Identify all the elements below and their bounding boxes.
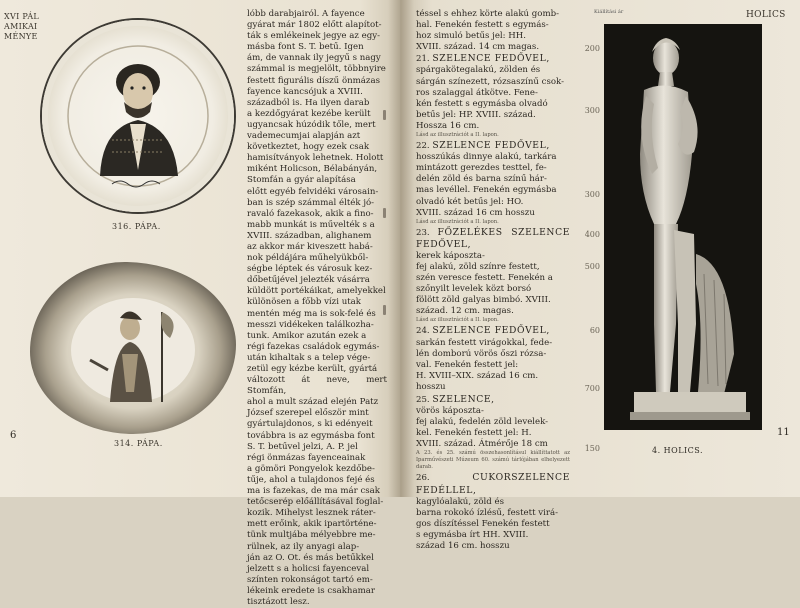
catalog-ruler bbox=[572, 44, 602, 464]
body-text-line: az akkor már kiveszett habá- bbox=[247, 241, 373, 252]
body-text-line: Stomfán a gyár alapítása bbox=[247, 175, 356, 186]
body-text-line: messzi vidékeken találkozha- bbox=[247, 319, 374, 330]
body-text-line: ma is fazekas, de ma már csak bbox=[247, 486, 381, 497]
body-text-line: változott át neve, mert Stomfán, bbox=[247, 375, 387, 397]
body-text-line: gyárat már 1802 előtt alapítot- bbox=[247, 20, 382, 31]
body-text-line: ravaló fazekasok, akik a fino- bbox=[247, 208, 374, 219]
ruler-tick: 300 bbox=[584, 106, 600, 115]
statue-illustration bbox=[604, 24, 762, 430]
body-text-line: festett figurális díszű önmázas bbox=[247, 75, 380, 86]
ruler-tick: 60 bbox=[589, 326, 600, 335]
ruler-tick: 300 bbox=[584, 190, 600, 199]
body-text-line: ban is szép számmal élték jó- bbox=[247, 197, 375, 208]
catalog-entry-heading bbox=[416, 227, 570, 251]
body-text-line: a kezdőgyárat kezébe került bbox=[247, 108, 371, 119]
ruler-tick: 400 bbox=[584, 230, 600, 239]
catalog-intro-line: XVIII. század. 14 cm magas. bbox=[416, 42, 540, 53]
body-text-line: régi önmázas fayenceainak bbox=[247, 452, 366, 463]
body-text-line: kozik. Mihelyst lesznek ráter- bbox=[247, 508, 376, 519]
catalog-entry-line: H. XVIII–XIX. század 16 cm. bbox=[416, 370, 539, 381]
catalog-entry-line: sárgán színezett, rózsaszínű csok- bbox=[416, 76, 565, 87]
catalog-entry-note: Lásd az illusztrációt a II. lapon. bbox=[416, 317, 499, 324]
body-text-line: jelzett s a holicsi fayenceval bbox=[247, 563, 370, 574]
catalog-entries bbox=[416, 9, 570, 553]
catalog-entry-title: FŐZELÉKES SZELENCE FEDŐVEL, bbox=[416, 226, 571, 250]
body-text-line: mabb munkát is művelték s a bbox=[247, 219, 375, 230]
body-text-line: ján az O. Ot. és más betűkkel bbox=[247, 552, 374, 563]
body-text-line: századból is. Ha ilyen darab bbox=[247, 97, 370, 108]
body-text-line: ták s emlékeinek jegye az egy- bbox=[247, 31, 380, 42]
catalog-entry-number: 22. bbox=[416, 141, 430, 152]
catalog-entry-heading bbox=[416, 394, 570, 406]
body-text-line: számmal is megjelölt, többnyire bbox=[247, 64, 386, 75]
catalog-entry bbox=[416, 472, 570, 552]
body-text-line: tunk. Amikor azután ezek a bbox=[247, 330, 367, 341]
body-text-line: tűje, ahol a tulajdonos fejé és bbox=[247, 474, 375, 485]
running-head-line: AMIKAI bbox=[4, 22, 38, 31]
body-text-line: nok példájára műhelyükből- bbox=[247, 253, 369, 264]
body-text-line: miként Holicson, Bélabányán, bbox=[247, 164, 378, 175]
body-text-line: József szerepel először mint bbox=[247, 408, 369, 419]
body-text-line: ahol a mult század elején Patz bbox=[247, 397, 379, 408]
body-text-line: ugyancsak húzódik tőle, mert bbox=[247, 119, 376, 130]
catalog-entry-number: 21. bbox=[416, 54, 430, 65]
body-text-line: régi fazekas családok egymás- bbox=[247, 341, 380, 352]
soldier-plate-image bbox=[30, 262, 236, 434]
catalog-entry-line: hosszu bbox=[416, 381, 446, 392]
left-running-head bbox=[4, 12, 44, 42]
portrait-plate-illustration bbox=[42, 20, 234, 212]
catalog-entry-number: 23. bbox=[416, 227, 430, 238]
body-text-line: tisztázott lesz. bbox=[247, 596, 310, 607]
catalog-entry-line: XVIII. század. Átmérője 18 cm bbox=[416, 439, 548, 450]
body-text-line: vademecumjai alapján azt bbox=[247, 131, 361, 142]
body-text-line: lóbb darabjairól. A fayence bbox=[247, 9, 365, 19]
catalog-entry-line: fej alakú, fedelén zöld levelek- bbox=[416, 417, 549, 428]
catalog-entry-number: 24. bbox=[416, 326, 430, 337]
ruler-tick: 500 bbox=[584, 262, 600, 271]
body-text-line: után kihaltak s a telep vége- bbox=[247, 352, 371, 363]
catalog-entry-note: Lásd az illusztrációt a II. lapon. bbox=[416, 132, 499, 139]
catalog-entry-line: kagylóalakú, zöld és bbox=[416, 496, 504, 507]
catalog-entry-line: betűs jel: HP. XVIII. század. bbox=[416, 109, 536, 120]
body-text-line: lékeink eredete is csakhamar bbox=[247, 585, 375, 596]
catalog-entry-line: fej alakú, zöld színre festett, bbox=[416, 261, 540, 272]
catalog-entry-title: CUKORSZELENCE FEDÉLLEL, bbox=[416, 472, 570, 496]
body-text-line: különösen a főbb vízi utak bbox=[247, 297, 362, 308]
statue-caption: 4. HOLICS. bbox=[652, 446, 704, 455]
body-text-line: tünk multjába mélyebbre me- bbox=[247, 530, 376, 541]
body-text-line: rülnek, az ily anyagi alap- bbox=[247, 541, 360, 552]
body-text-line: gyártulajdonos, s ki edényeit bbox=[247, 419, 373, 430]
soldier-plate-illustration bbox=[30, 262, 236, 434]
catalog-entry-line: hosszúkás dinnye alakú, tarkára bbox=[416, 152, 557, 163]
page-number-right: 11 bbox=[777, 427, 790, 438]
running-head-line: XVI PÁL bbox=[4, 12, 40, 21]
body-text-line: továbbra is az egymásba font bbox=[247, 430, 375, 441]
catalog-entry-line: mintázott gerezdes testtel, fe- bbox=[416, 163, 547, 174]
catalog-intro-line: hoz simuló betűs jel: HH. bbox=[416, 31, 527, 42]
catalog-intro-line: téssel s ehhez körte alakú gomb- bbox=[416, 9, 560, 19]
catalog-tiny-header: Kiállítási ár bbox=[594, 9, 624, 15]
catalog-entry-line: század 16 cm. hosszu bbox=[416, 541, 510, 552]
catalog-intro-line: hal. Fenekén festett s egymás- bbox=[416, 20, 549, 31]
ruler-tick: 200 bbox=[584, 44, 600, 53]
catalog-entry-note: Lásd az illusztrációt a II. lapon. bbox=[416, 218, 499, 225]
catalog-entry-line: XVIII. század 16 cm hosszu bbox=[416, 207, 535, 218]
body-text-line: előtt egyéb felvidéki városain- bbox=[247, 186, 379, 197]
catalog-entry-line: század. 12 cm. magas. bbox=[416, 306, 514, 317]
body-text-line: mentén még ma is sok-felé és bbox=[247, 308, 376, 319]
body-text-line: mett erőink, akik ipartörténe- bbox=[247, 519, 377, 530]
body-text-line: XVIII. században, alighanem bbox=[247, 230, 372, 241]
catalog-entry-line: vörös káposzta- bbox=[416, 406, 484, 417]
catalog-entry-line: kén festett s egymásba olvadó bbox=[416, 98, 548, 109]
catalog-entry-line: kerek káposzta- bbox=[416, 250, 485, 261]
catalog-entry-title: SZELENCE, bbox=[432, 394, 495, 405]
catalog-entry-line: Hossza 16 cm. bbox=[416, 120, 480, 131]
catalog-entry-line: gos díszítéssel Fenekén festett bbox=[416, 518, 550, 529]
page-number-left: 6 bbox=[10, 430, 17, 441]
body-text-line: a gömöri Pongyelok kezdőbe- bbox=[247, 463, 375, 474]
catalog-entry-number: 26. bbox=[416, 473, 430, 484]
catalog-entry-title: SZELENCE FEDŐVEL, bbox=[432, 140, 550, 152]
catalog-entry-line: lén domború vörös őszi rózsa- bbox=[416, 348, 547, 359]
catalog-entry-line: mas levéllel. Fenekén egymásba bbox=[416, 185, 557, 196]
catalog-entry-heading bbox=[416, 53, 570, 65]
body-text-line: tetőcserép előállításával foglal- bbox=[247, 497, 384, 508]
left-body-text bbox=[247, 9, 387, 608]
body-text-line: S. T. betűvel jelzi, A. P. jel bbox=[247, 441, 358, 452]
body-text-line: ám, de vannak ily jegyű s nagy bbox=[247, 53, 381, 64]
catalog-entry bbox=[416, 140, 570, 226]
body-text-line: következtet, hogy ezek csak bbox=[247, 142, 370, 153]
catalog-entry-line: szén veresce festett. Fenekén a bbox=[416, 273, 553, 284]
catalog-entry-heading bbox=[416, 472, 570, 496]
catalog-entry-line: spárgakötegalakú, zölden és bbox=[416, 65, 541, 76]
portrait-plate-image bbox=[42, 20, 234, 212]
catalog-entry-line: sarkán festett virágokkal, fede- bbox=[416, 337, 553, 348]
catalog-entry bbox=[416, 394, 570, 471]
ruler-tick: 700 bbox=[584, 384, 600, 393]
figure-caption-bottom: 314. PÁPA. bbox=[114, 439, 163, 448]
catalog-entry-line: olvadó két betűs jel: HO. bbox=[416, 196, 524, 207]
catalog-entry-line: fölött zöld galyas bimbó. XVIII. bbox=[416, 295, 551, 306]
catalog-entry-number: 25. bbox=[416, 395, 430, 405]
catalog-entry-title: SZELENCE FEDŐVEL, bbox=[432, 325, 550, 337]
body-text-line: színten rokonságot tartó em- bbox=[247, 574, 373, 585]
catalog-entry-title: SZELENCE FEDŐVEL, bbox=[432, 53, 550, 65]
catalog-entry-heading bbox=[416, 325, 570, 337]
running-head-line: MÉNYE bbox=[4, 32, 38, 41]
catalog-entry-line: val. Fenekén festett jel: bbox=[416, 359, 519, 370]
catalog-entry-line: s egymásba írt HH. XVIII. bbox=[416, 529, 529, 540]
catalog-entry-line: szőnyilt levelek közt borsó bbox=[416, 284, 532, 295]
figure-caption-top: 316. PÁPA. bbox=[112, 222, 161, 231]
statue-photo-image bbox=[604, 24, 762, 430]
catalog-entry-line: ros szalaggal átkötve. Fene- bbox=[416, 87, 538, 98]
body-text-line: dőbetűjével jelezték vásárra bbox=[247, 275, 370, 286]
ruler-tick: 150 bbox=[584, 444, 600, 453]
body-text-line: zetül egy kézbe került, gyártá bbox=[247, 364, 378, 374]
catalog-entry-heading bbox=[416, 140, 570, 152]
catalog-entry-note: A 23. és 25. számú összehasonlításul kiállíttatott az Iparművészeti Múzeum 60. számú tárlójában elhelyezett darab. bbox=[416, 450, 570, 471]
catalog-entry bbox=[416, 325, 570, 393]
body-text-line: ségbe léptek és városuk kez- bbox=[247, 264, 373, 275]
body-text-line: másba font S. T. betű. Igen bbox=[247, 42, 364, 53]
body-text-line: küldött portékáikat, amelyekkel bbox=[247, 286, 386, 297]
book-gutter bbox=[388, 0, 414, 497]
catalog-entry-line: barna rokokó ízlésű, festett virá- bbox=[416, 507, 559, 518]
body-text-line: fayence kancsójuk a XVIII. bbox=[247, 86, 363, 97]
catalog-entry-line: kel. Fenekén festett jel: H. bbox=[416, 428, 532, 439]
catalog-entry bbox=[416, 227, 570, 325]
right-running-head: HOLICS bbox=[746, 10, 786, 20]
catalog-entry-line: delén zöld és barna színű hár- bbox=[416, 174, 547, 185]
catalog-entry bbox=[416, 53, 570, 139]
body-text-line: hamisítványok lehetnek. Holott bbox=[247, 153, 384, 164]
